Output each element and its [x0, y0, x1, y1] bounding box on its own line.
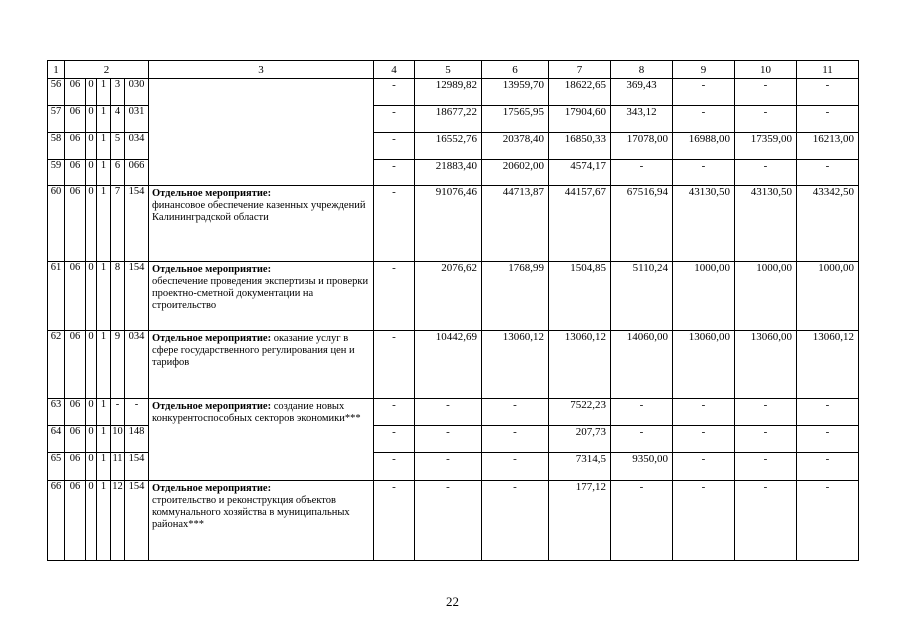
header-col-8: 8	[611, 61, 673, 79]
header-col-3: 3	[149, 61, 374, 79]
value-cell: -	[611, 160, 673, 186]
code-part: 154	[125, 453, 149, 481]
value-cell: 1000,00	[797, 262, 859, 331]
value-cell: -	[673, 426, 735, 453]
value-cell: -	[374, 133, 415, 160]
measure-description	[149, 481, 374, 561]
value-cell: 13060,00	[673, 331, 735, 399]
code-part: 034	[125, 331, 149, 399]
value-cell: -	[735, 160, 797, 186]
code-part: 1	[97, 133, 111, 160]
value-cell: 369,43	[611, 79, 673, 106]
code-part: 06	[65, 106, 86, 133]
row-number: 56	[48, 79, 65, 106]
value-cell: 7314,5	[549, 453, 611, 481]
value-cell: 16552,76	[415, 133, 482, 160]
value-cell: 343,12	[611, 106, 673, 133]
row-number: 62	[48, 331, 65, 399]
value-cell: 21883,40	[415, 160, 482, 186]
value-cell: 7522,23	[549, 399, 611, 426]
code-part: 1	[97, 331, 111, 399]
value-cell: -	[797, 399, 859, 426]
code-part: 154	[125, 262, 149, 331]
value-cell: -	[673, 453, 735, 481]
value-cell: -	[374, 399, 415, 426]
value-cell: 1504,85	[549, 262, 611, 331]
value-cell: -	[797, 160, 859, 186]
value-cell: 17078,00	[611, 133, 673, 160]
header-col-11: 11	[797, 61, 859, 79]
row-number: 61	[48, 262, 65, 331]
value-cell: -	[735, 481, 797, 561]
header-col-1: 1	[48, 61, 65, 79]
code-part: 0	[86, 79, 97, 106]
row-number: 60	[48, 186, 65, 262]
value-cell: 67516,94	[611, 186, 673, 262]
measure-text: строительство и реконструкция объектов коммунального хозяйства в муниципальных районах***	[152, 495, 350, 530]
value-cell: -	[673, 79, 735, 106]
row-number: 57	[48, 106, 65, 133]
code-part: 06	[65, 186, 86, 262]
value-cell: -	[673, 399, 735, 426]
code-part: 06	[65, 331, 86, 399]
code-part: 154	[125, 186, 149, 262]
table-row	[48, 331, 859, 399]
row-number: 64	[48, 426, 65, 453]
value-cell: 20602,00	[482, 160, 549, 186]
value-cell: -	[374, 426, 415, 453]
header-col-4: 4	[374, 61, 415, 79]
value-cell: -	[415, 481, 482, 561]
value-cell: -	[797, 481, 859, 561]
value-cell: 44713,87	[482, 186, 549, 262]
code-part: 10	[111, 426, 125, 453]
measure-title: Отдельное мероприятие:	[152, 483, 272, 494]
code-part: 1	[97, 79, 111, 106]
code-part: 0	[86, 426, 97, 453]
measure-description	[149, 399, 374, 481]
value-cell: -	[735, 79, 797, 106]
code-part: 0	[86, 262, 97, 331]
measure-description	[149, 262, 374, 331]
value-cell: 10442,69	[415, 331, 482, 399]
value-cell: 43130,50	[735, 186, 797, 262]
value-cell: 18677,22	[415, 106, 482, 133]
value-cell: 43342,50	[797, 186, 859, 262]
code-part: 06	[65, 262, 86, 331]
header-col-7: 7	[549, 61, 611, 79]
row-number: 58	[48, 133, 65, 160]
header-col-10: 10	[735, 61, 797, 79]
table-row	[48, 481, 859, 561]
code-part: 031	[125, 106, 149, 133]
table-row	[48, 186, 859, 262]
value-cell: 2076,62	[415, 262, 482, 331]
value-cell: -	[735, 426, 797, 453]
code-part: 1	[97, 399, 111, 426]
code-part: 4	[111, 106, 125, 133]
empty-description-cell	[149, 79, 374, 186]
row-number: 59	[48, 160, 65, 186]
table-row	[48, 79, 859, 106]
code-part: 1	[97, 453, 111, 481]
value-cell: -	[374, 79, 415, 106]
value-cell: -	[482, 453, 549, 481]
code-part: 06	[65, 79, 86, 106]
value-cell: -	[374, 160, 415, 186]
header-col-6: 6	[482, 61, 549, 79]
code-part: 1	[97, 262, 111, 331]
code-part: 06	[65, 426, 86, 453]
value-cell: 16850,33	[549, 133, 611, 160]
value-cell: -	[415, 426, 482, 453]
code-part: 12	[111, 481, 125, 561]
value-cell: 13060,12	[549, 331, 611, 399]
code-part: 5	[111, 133, 125, 160]
value-cell: 13060,00	[735, 331, 797, 399]
value-cell: -	[797, 79, 859, 106]
code-part: 06	[65, 133, 86, 160]
code-part: -	[111, 399, 125, 426]
code-part: 066	[125, 160, 149, 186]
value-cell: 13060,12	[482, 331, 549, 399]
measure-title: Отдельное мероприятие:	[152, 188, 272, 199]
value-cell: 1768,99	[482, 262, 549, 331]
value-cell: -	[374, 262, 415, 331]
value-cell: 17359,00	[735, 133, 797, 160]
code-part: 034	[125, 133, 149, 160]
code-part: 0	[86, 106, 97, 133]
value-cell: 18622,65	[549, 79, 611, 106]
code-part: 154	[125, 481, 149, 561]
code-part: 06	[65, 399, 86, 426]
code-part: 1	[97, 426, 111, 453]
page-number: 22	[446, 594, 459, 609]
code-part: 0	[86, 331, 97, 399]
code-part: 0	[86, 399, 97, 426]
measure-title: Отдельное мероприятие:	[152, 333, 272, 344]
value-cell: -	[735, 399, 797, 426]
row-number: 66	[48, 481, 65, 561]
value-cell: -	[797, 106, 859, 133]
row-number: 65	[48, 453, 65, 481]
code-part: 11	[111, 453, 125, 481]
value-cell: -	[611, 399, 673, 426]
code-part: 030	[125, 79, 149, 106]
value-cell: 13959,70	[482, 79, 549, 106]
code-part: 6	[111, 160, 125, 186]
code-part: 06	[65, 481, 86, 561]
value-cell: 91076,46	[415, 186, 482, 262]
value-cell: -	[611, 426, 673, 453]
value-cell: 177,12	[549, 481, 611, 561]
measure-description	[149, 331, 374, 399]
value-cell: -	[673, 160, 735, 186]
measure-text: создание новых конкурентоспособных секторов экономики***	[152, 401, 361, 424]
value-cell: 16213,00	[797, 133, 859, 160]
code-part: 3	[111, 79, 125, 106]
value-cell: 1000,00	[673, 262, 735, 331]
measure-title: Отдельное мероприятие:	[152, 401, 272, 412]
value-cell: -	[374, 331, 415, 399]
value-cell: -	[374, 453, 415, 481]
budget-table	[47, 60, 859, 561]
code-part: 0	[86, 160, 97, 186]
value-cell: 13060,12	[797, 331, 859, 399]
value-cell: 44157,67	[549, 186, 611, 262]
value-cell: -	[611, 481, 673, 561]
code-part: 0	[86, 133, 97, 160]
code-part: -	[125, 399, 149, 426]
value-cell: -	[673, 481, 735, 561]
value-cell: -	[482, 481, 549, 561]
code-part: 0	[86, 186, 97, 262]
value-cell: 17565,95	[482, 106, 549, 133]
value-cell: -	[374, 186, 415, 262]
value-cell: -	[797, 426, 859, 453]
table-row	[48, 399, 859, 426]
value-cell: 1000,00	[735, 262, 797, 331]
measure-text: обеспечение проведения экспертизы и проверки проектно-сметной документации на строительство	[152, 276, 369, 311]
row-number: 63	[48, 399, 65, 426]
value-cell: -	[673, 106, 735, 133]
code-part: 06	[65, 453, 86, 481]
measure-description	[149, 186, 374, 262]
value-cell: 207,73	[549, 426, 611, 453]
value-cell: -	[482, 426, 549, 453]
header-col-9: 9	[673, 61, 735, 79]
code-part: 148	[125, 426, 149, 453]
value-cell: 20378,40	[482, 133, 549, 160]
code-part: 9	[111, 331, 125, 399]
value-cell: 17904,60	[549, 106, 611, 133]
value-cell: -	[735, 106, 797, 133]
code-part: 0	[86, 453, 97, 481]
measure-text: оказание услуг в сфере государственного регулирования цен и тарифов	[152, 333, 355, 368]
value-cell: 12989,82	[415, 79, 482, 106]
value-cell: -	[482, 399, 549, 426]
value-cell: -	[415, 453, 482, 481]
code-part: 7	[111, 186, 125, 262]
value-cell: 16988,00	[673, 133, 735, 160]
value-cell: 5110,24	[611, 262, 673, 331]
value-cell: -	[415, 399, 482, 426]
value-cell: -	[374, 106, 415, 133]
code-part: 1	[97, 160, 111, 186]
code-part: 1	[97, 106, 111, 133]
table-row	[48, 262, 859, 331]
code-part: 1	[97, 186, 111, 262]
measure-title: Отдельное мероприятие:	[152, 264, 272, 275]
value-cell: 9350,00	[611, 453, 673, 481]
header-col-5: 5	[415, 61, 482, 79]
code-part: 8	[111, 262, 125, 331]
measure-text: финансовое обеспечение казенных учреждений Калининградской области	[152, 200, 366, 223]
value-cell: -	[797, 453, 859, 481]
value-cell: -	[374, 481, 415, 561]
header-col-2: 2	[65, 61, 149, 79]
code-part: 0	[86, 481, 97, 561]
code-part: 1	[97, 481, 111, 561]
column-number-header	[48, 61, 859, 79]
code-part: 06	[65, 160, 86, 186]
value-cell: -	[735, 453, 797, 481]
value-cell: 4574,17	[549, 160, 611, 186]
value-cell: 43130,50	[673, 186, 735, 262]
value-cell: 14060,00	[611, 331, 673, 399]
